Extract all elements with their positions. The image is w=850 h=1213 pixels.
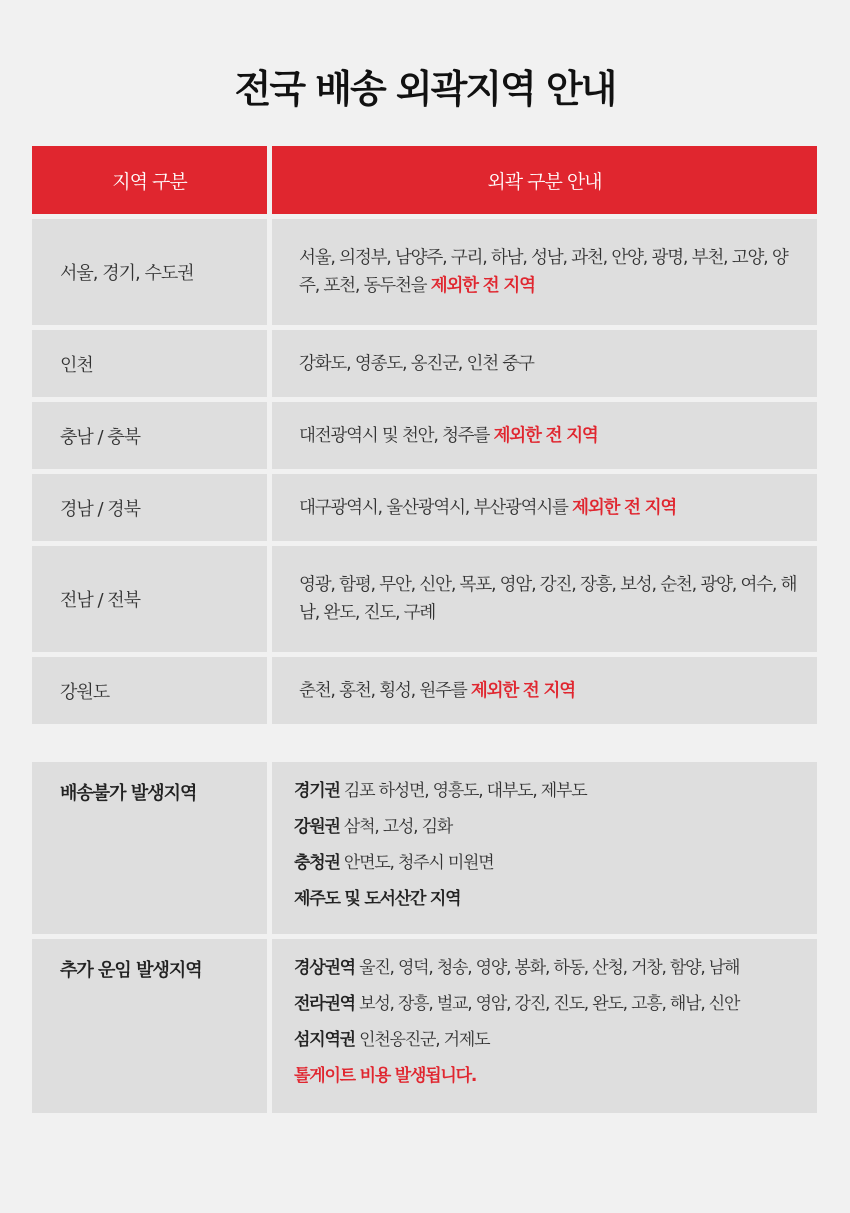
area-group-label: 충청권 [294,853,340,873]
list-item [294,777,817,813]
area-group-text: 울진, 영덕, 청송, 영양, 봉화, 하동, 산청, 거창, 함양, 남해 [359,958,740,978]
header-region: 지역 구분 [32,146,267,214]
toll-fee-notice: 톨게이트 비용 발생됩니다. [294,1066,477,1086]
list-item [294,849,817,885]
row-highlight: 제외한 전 지역 [430,276,535,296]
row-region: 경남 / 경북 [32,474,267,541]
extra-fee-list [272,939,817,1113]
list-item [294,990,817,1026]
row-desc-text: 대전광역시 및 천안, 청주를 [299,425,490,446]
row-desc-text: 강화도, 영종도, 옹진군, 인천 중구 [299,353,534,374]
area-group-text: 삼척, 고성, 김화 [343,817,453,837]
row-highlight: 제외한 전 지역 [470,680,575,701]
table-row [32,657,817,724]
table-row [32,474,817,541]
undeliverable-label: 배송불가 발생지역 [32,762,267,934]
area-group-label: 강원권 [294,817,340,837]
page-title: 전국 배송 외곽지역 안내 [234,67,616,111]
row-description [272,657,817,724]
table-header [32,146,817,214]
list-item [294,954,817,990]
list-item [294,885,817,921]
row-desc-text: 영광, 함평, 무안, 신안, 목포, 영암, 강진, 장흥, 보성, 순천, 광양, 여수, 해남, 완도, 진도, 구례 [299,575,797,623]
row-description [272,402,817,469]
row-desc-text: 춘천, 홍천, 횡성, 원주를 [299,680,467,701]
list-item [294,1026,817,1062]
area-group-label: 전라권역 [294,994,355,1014]
extra-fee-row [32,939,817,1113]
undeliverable-list [272,762,817,934]
row-region: 강원도 [32,657,267,724]
area-group-label: 섬지역권 [294,1030,355,1050]
table-row [32,402,817,469]
row-description [272,546,817,652]
area-group-label: 경상권역 [294,958,355,978]
table-row [32,546,817,652]
area-group-text: 인천옹진군, 거제도 [359,1030,490,1050]
table-row [32,330,817,397]
area-group-text: 김포 하성면, 영흥도, 대부도, 제부도 [343,781,587,801]
row-desc-text: 서울, 의정부, 남양주, 구리, 하남, 성남, 과천, 안양, 광명, 부천, 고양, 양주, 포천, 동두천을 [299,248,788,296]
row-description [272,474,817,541]
row-highlight: 제외한 전 지역 [572,497,677,518]
undeliverable-row [32,762,817,934]
table-row [32,219,817,325]
row-desc-text: 대구광역시, 울산광역시, 부산광역시를 [299,497,568,518]
row-region: 서울, 경기, 수도권 [32,219,267,325]
row-region: 충남 / 충북 [32,402,267,469]
extra-fee-label: 추가 운임 발생지역 [32,939,267,1113]
row-region: 인천 [32,330,267,397]
row-description [272,219,817,325]
row-description [272,330,817,397]
header-description: 외곽 구분 안내 [272,146,817,214]
row-highlight: 제외한 전 지역 [493,425,598,446]
row-region: 전남 / 전북 [32,546,267,652]
list-item [294,813,817,849]
area-group-label: 경기권 [294,781,340,801]
area-group-text: 보성, 장흥, 벌교, 영암, 강진, 진도, 완도, 고흥, 해남, 신안 [359,994,740,1014]
area-group-text: 안면도, 청주시 미원면 [343,853,494,873]
area-group-label: 제주도 및 도서산간 지역 [294,889,461,909]
